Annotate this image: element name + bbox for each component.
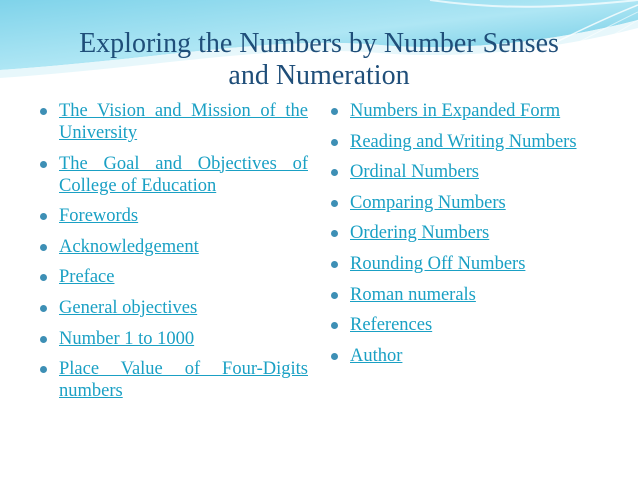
list-item	[40, 266, 308, 288]
link-comparing-numbers[interactable]: Comparing Numbers	[350, 192, 506, 213]
list-item	[331, 100, 601, 122]
bullet-dot-icon	[40, 108, 47, 115]
bullet-dot-icon	[40, 161, 47, 168]
bullet-dot-icon	[40, 244, 47, 251]
list-item	[40, 328, 308, 350]
link-reading-writing[interactable]: Reading and Writing Numbers	[350, 131, 577, 152]
bullet-dot-icon	[331, 353, 338, 360]
title-line-1: Exploring the Numbers by Number Senses	[79, 28, 559, 59]
bullet-dot-icon	[331, 108, 338, 115]
link-forewords[interactable]: Forewords	[59, 206, 139, 227]
list-item	[331, 192, 601, 214]
list-item	[40, 297, 308, 319]
list-item	[40, 153, 308, 197]
list-item	[40, 358, 308, 402]
list-item	[40, 205, 308, 227]
bullet-dot-icon	[331, 261, 338, 268]
link-goal-objectives[interactable]: The Goal and Objectives of College of Education	[59, 153, 308, 196]
link-ordering-numbers[interactable]: Ordering Numbers	[350, 223, 490, 244]
list-item	[40, 236, 308, 258]
link-place-value[interactable]: Place Value of Four-Digits numbers	[59, 359, 308, 402]
list-item	[40, 100, 308, 144]
left-toc-list	[40, 100, 308, 411]
bullet-dot-icon	[331, 322, 338, 329]
bullet-dot-icon	[40, 336, 47, 343]
list-item	[331, 345, 601, 367]
right-toc-list	[331, 100, 601, 375]
link-acknowledgement[interactable]: Acknowledgement	[59, 236, 199, 257]
list-item	[331, 284, 601, 306]
bullet-dot-icon	[40, 366, 47, 373]
link-author[interactable]: Author	[350, 345, 403, 366]
link-preface[interactable]: Preface	[59, 267, 115, 288]
link-rounding-off[interactable]: Rounding Off Numbers	[350, 253, 526, 274]
bullet-dot-icon	[331, 139, 338, 146]
link-ordinal-numbers[interactable]: Ordinal Numbers	[350, 162, 479, 183]
list-item	[331, 131, 601, 153]
slide-title	[20, 28, 618, 92]
link-roman-numerals[interactable]: Roman numerals	[350, 284, 476, 305]
list-item	[331, 253, 601, 275]
bullet-dot-icon	[331, 230, 338, 237]
list-item	[331, 161, 601, 183]
link-vision-mission[interactable]: The Vision and Mission of the University	[59, 101, 308, 143]
bullet-dot-icon	[331, 169, 338, 176]
link-references[interactable]: References	[350, 315, 433, 336]
list-item	[331, 314, 601, 336]
link-expanded-form[interactable]: Numbers in Expanded Form	[350, 101, 561, 121]
bullet-dot-icon	[40, 213, 47, 220]
bullet-dot-icon	[331, 292, 338, 299]
link-number-1-to-1000[interactable]: Number 1 to 1000	[59, 328, 195, 349]
list-item	[331, 222, 601, 244]
bullet-dot-icon	[40, 274, 47, 281]
link-general-objectives[interactable]: General objectives	[59, 297, 198, 318]
title-line-2: and Numeration	[228, 60, 410, 91]
bullet-dot-icon	[40, 305, 47, 312]
bullet-dot-icon	[331, 200, 338, 207]
